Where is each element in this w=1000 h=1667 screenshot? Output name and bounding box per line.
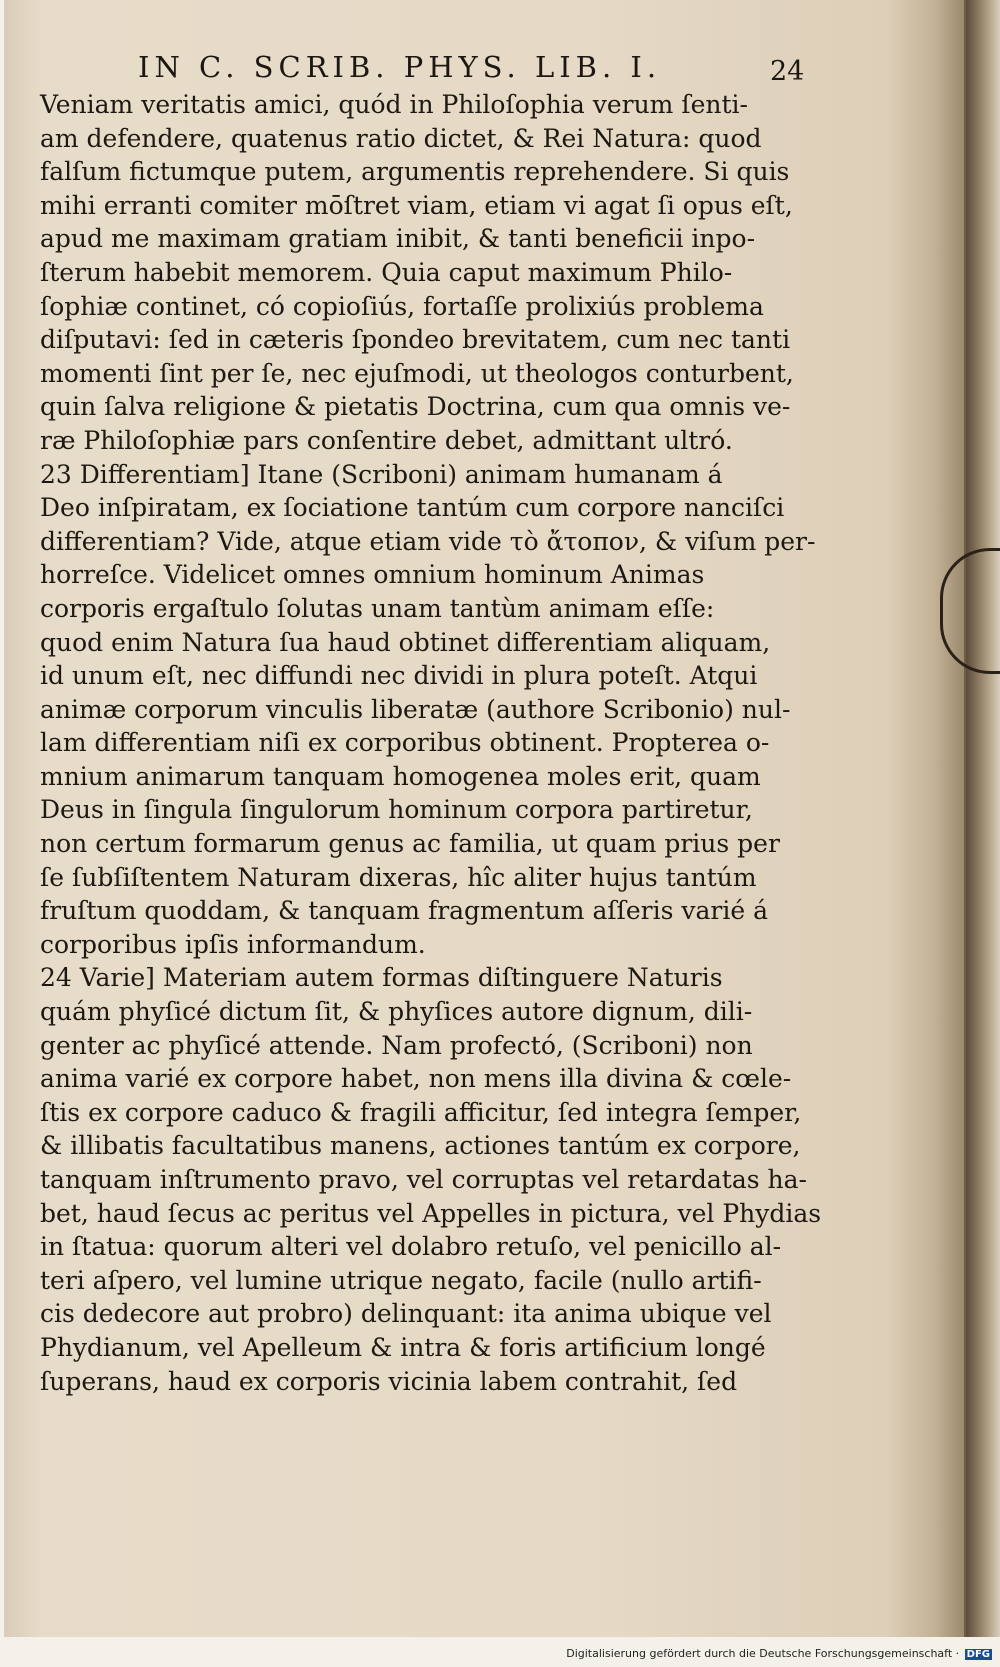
page-header <box>0 44 960 87</box>
text-line: Veniam veritatis amici, quód in Philoſophia verum ſenti- <box>40 90 748 119</box>
text-line: animæ corporum vinculis liberatæ (authore Scribonio) nul- <box>40 694 791 724</box>
text-line: quod enim Natura ſua haud obtinet differentiam aliquam, <box>40 627 771 657</box>
text-line: horreſce. Videlicet omnes omnium hominum Animas <box>40 560 705 590</box>
text-line: non certum formarum genus ac familia, ut quam prius per <box>40 829 780 859</box>
text-line: cis dedecore aut probro) delinquant: ita anima ubique vel <box>40 1299 772 1329</box>
text-line: Deus in ſingula ſingulorum hominum corpora partiretur, <box>40 795 753 825</box>
text-line: ſuperans, haud ex corporis vicinia labem contrahit, ſed <box>40 1366 738 1396</box>
text-line: ræ Philoſophiæ pars conſentire debet, admittant ultró. <box>40 425 733 455</box>
text-line: 24 Varie] Materiam autem formas diſtinguere Naturis <box>40 963 723 993</box>
text-line: quám phyſicé dictum ſit, & phyſices autore dignum, dili- <box>40 997 753 1027</box>
text-line: tanquam inſtrumento pravo, vel corruptas vel retardatas ha- <box>40 1165 807 1194</box>
text-line: bet, haud ſecus ac peritus vel Appelles in pictura, vel Phydias <box>40 1198 822 1228</box>
text-line: mnium animarum tanquam homogenea moles erit, quam <box>40 761 761 791</box>
text-line: lam differentiam niſi ex corporibus obtinent. Propterea o- <box>40 728 770 758</box>
text-line: Deo inſpiratam, ex ſociatione tantúm cum corpore nanciſci <box>40 493 785 523</box>
text-line: momenti ſint per ſe, nec ejuſmodi, ut theologos conturbent, <box>40 358 794 388</box>
text-line: ſtis ex corpore caduco & fragili afficitur, ſed integra ſemper, <box>40 1097 802 1127</box>
page-number: 24 <box>770 56 805 87</box>
text-line: differentiam? Vide, atque etiam vide τὸ ἄτοπον, & viſum per- <box>40 526 816 556</box>
text-line: genter ac phyſicé attende. Nam profectó, (Scriboni) non <box>40 1030 753 1060</box>
text-line: corporibus ipſis informandum. <box>40 929 426 959</box>
page-edge <box>966 0 1000 1637</box>
text-line: & illibatis facultatibus manens, actiones tantúm ex corpore, <box>40 1131 801 1161</box>
text-line: mihi erranti comiter mōſtret viam, etiam vi agat ſi opus eſt, <box>40 190 793 220</box>
text-line: am defendere, quatenus ratio dictet, & Rei Natura: quod <box>40 123 762 153</box>
body-text <box>40 88 822 1398</box>
text-line: ſophiæ continet, có copioſiús, fortaſſe prolixiús problema <box>40 291 764 321</box>
text-line: in ſtatua: quorum alteri vel dolabro retuſo, vel penicillo al- <box>40 1232 782 1262</box>
text-line: ſe ſubſiſtentem Naturam dixeras, hîc aliter hujus tantúm <box>40 862 757 892</box>
text-line: 23 Differentiam] Itane (Scriboni) animam humanam á <box>40 459 723 489</box>
text-line: ſterum habebit memorem. Quia caput maximum Philo- <box>40 257 733 287</box>
text-line: corporis ergaſtulo ſolutas unam tantùm animam eſſe: <box>40 593 715 623</box>
text-line: diſputavi: ſed in cæteris ſpondeo brevitatem, cum nec tanti <box>40 325 791 355</box>
text-line: id unum eſt, nec diffundi nec dividi in plura poteſt. Atqui <box>40 661 758 691</box>
credit-text: Digitalisierung gefördert durch die Deutsche Forschungsgemeinschaft · <box>566 1647 960 1660</box>
text-line: anima varié ex corpore habet, non mens illa divina & cœle- <box>40 1064 792 1094</box>
text-line: Phydianum, vel Apelleum & intra & foris artificium longé <box>40 1332 766 1362</box>
text-line: apud me maximam gratiam inibit, & tanti beneficii inpo- <box>40 224 756 254</box>
running-head: IN C. SCRIB. PHYS. LIB. I. <box>138 50 662 84</box>
dfg-logo: DFG <box>966 1649 990 1660</box>
digitization-credit <box>566 1647 992 1660</box>
text-line: falſum fictumque putem, argumentis reprehendere. Si quis <box>40 157 790 187</box>
text-line: teri aſpero, vel lumine utrique negato, facile (nullo artifi- <box>40 1265 762 1295</box>
text-line: quin ſalva religione & pietatis Doctrina, cum qua omnis ve- <box>40 392 791 422</box>
text-line: fruſtum quoddam, & tanquam fragmentum aſſeris varié á <box>40 896 769 926</box>
